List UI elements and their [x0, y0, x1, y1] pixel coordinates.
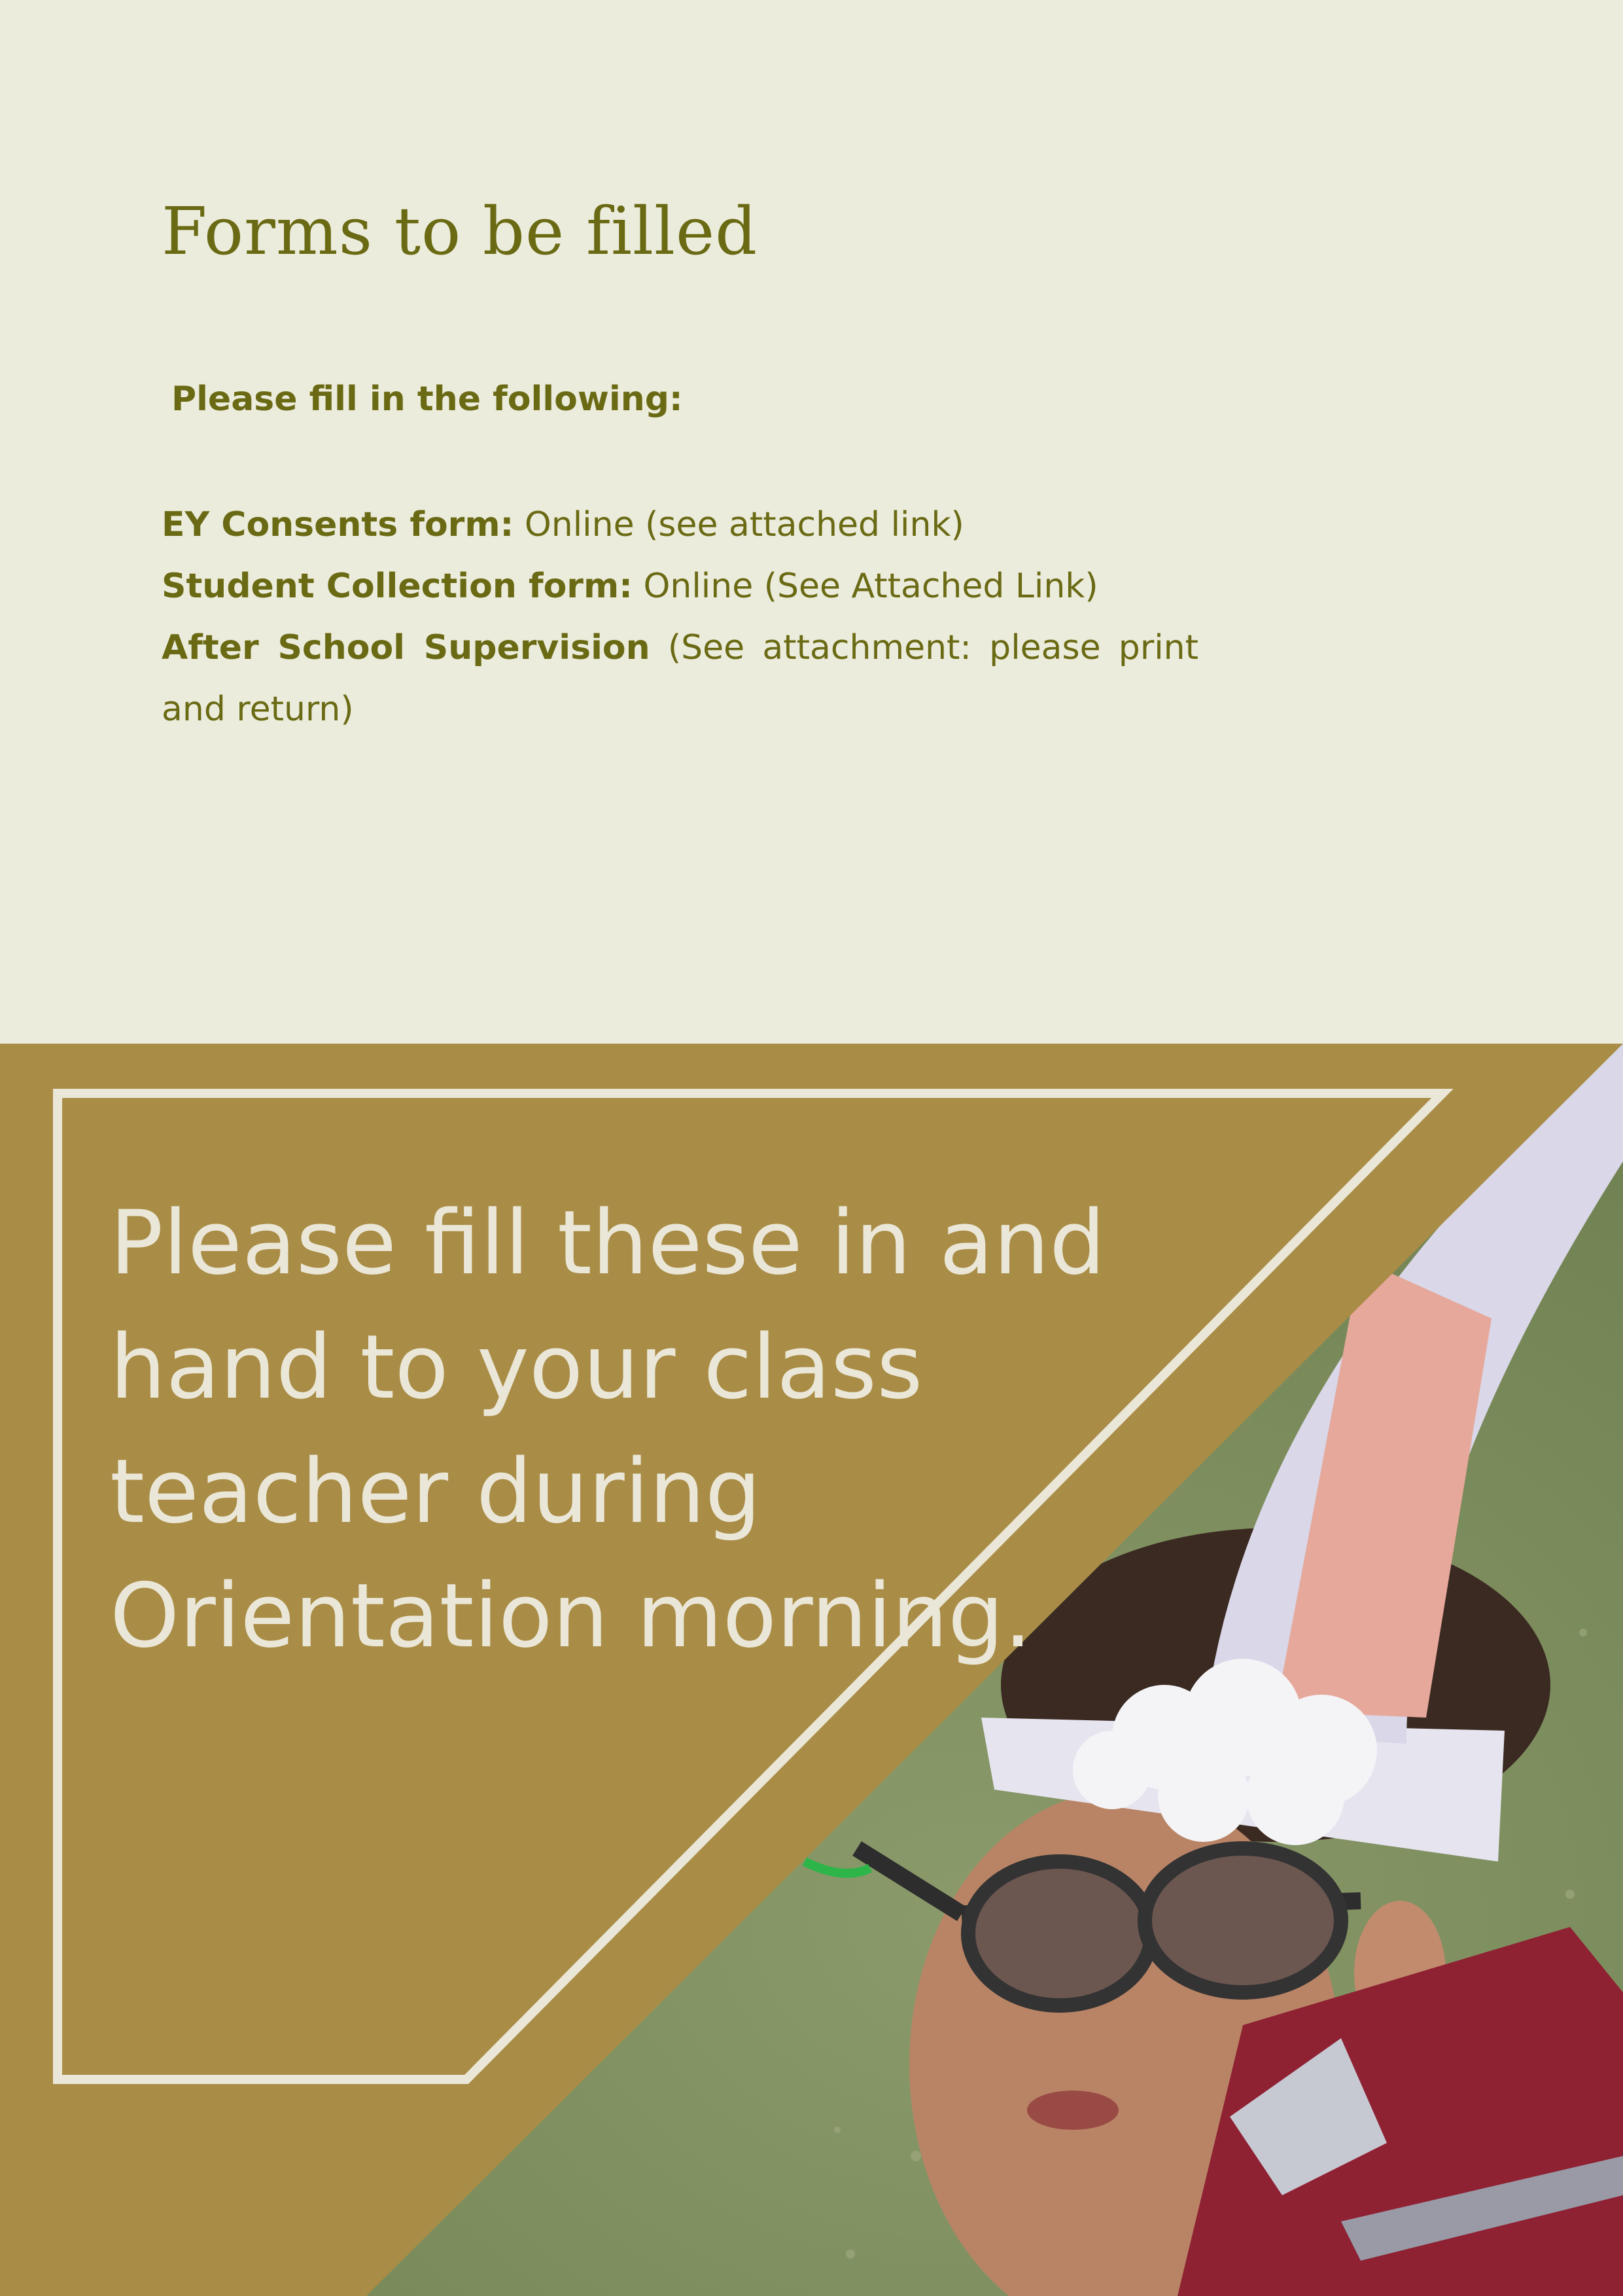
form-detail: Online (See Attached Link) — [632, 567, 1098, 606]
form-detail: Online (see attached link) — [514, 505, 964, 544]
page-title: Forms to be filled — [162, 193, 758, 270]
intro-text: Please fill in the following: — [171, 380, 683, 419]
form-name: After School Supervision — [162, 628, 650, 667]
banner-message: Please fill these in and hand to your class teacher during Orientation morning. — [110, 1192, 1106, 1667]
form-name: Student Collection form: — [162, 567, 633, 606]
form-detail: (See attachment: please print and return) — [162, 628, 1198, 729]
form-item-student-collection — [162, 556, 1198, 617]
form-name: EY Consents form: — [162, 505, 514, 544]
form-item-after-school — [162, 617, 1198, 740]
banner-section — [0, 1044, 1623, 2296]
forms-list — [162, 494, 1198, 740]
form-item-ey-consents — [162, 494, 1198, 556]
